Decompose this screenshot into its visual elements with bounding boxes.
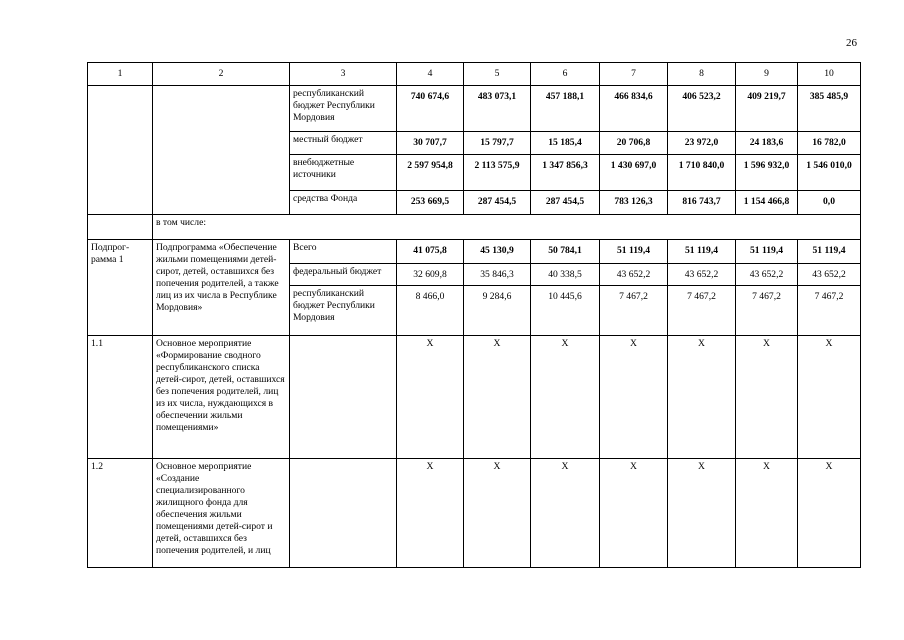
empty-cell [88,86,153,215]
empty-cell [88,215,153,240]
header-cell: 8 [668,63,736,86]
including-row [88,215,861,240]
x-mark: X [600,459,668,568]
x-mark: X [464,459,531,568]
header-cell: 7 [600,63,668,86]
header-cell: 5 [464,63,531,86]
x-mark: X [397,336,464,459]
value-cell: 740 674,6 [397,86,464,132]
value-cell: 1 347 856,3 [531,155,600,191]
value-cell: 483 073,1 [464,86,531,132]
x-mark: X [668,336,736,459]
value-cell: 15 797,7 [464,132,531,155]
x-mark: X [531,336,600,459]
value-cell: 466 834,6 [600,86,668,132]
value-cell: 253 669,5 [397,191,464,215]
x-mark: X [668,459,736,568]
measure-row [88,336,861,459]
value-cell: 15 185,4 [531,132,600,155]
value-cell: 409 219,7 [736,86,798,132]
value-cell: 51 119,4 [668,240,736,264]
measure-code: 1.1 [88,336,153,459]
including-label: в том числе: [153,215,861,240]
funding-source: Всего [290,240,397,264]
value-cell: 24 183,6 [736,132,798,155]
funding-source: местный бюджет [290,132,397,155]
header-cell: 9 [736,63,798,86]
x-mark: X [736,336,798,459]
value-cell: 41 075,8 [397,240,464,264]
value-cell: 7 467,2 [736,286,798,336]
value-cell: 45 130,9 [464,240,531,264]
x-mark: X [798,336,861,459]
value-cell: 816 743,7 [668,191,736,215]
header-cell: 4 [397,63,464,86]
funding-source: федеральный бюджет [290,264,397,286]
value-cell: 0,0 [798,191,861,215]
measure-code: 1.2 [88,459,153,568]
value-cell: 23 972,0 [668,132,736,155]
funding-table [87,62,861,568]
value-cell: 1 710 840,0 [668,155,736,191]
page-number: 26 [846,37,857,49]
funding-source: республиканский бюджет Республики Мордовия [290,86,397,132]
value-cell: 51 119,4 [736,240,798,264]
subprogram-name: Подпрограмма «Обеспечение жильми помещениями детей-сирот, детей, оставшихся без попечения родителей, а также лиц из их числа в Республике Мордовия» [153,240,290,336]
value-cell: 32 609,8 [397,264,464,286]
subprogram-row [88,240,861,264]
funding-source: республиканский бюджет Республики Мордовия [290,286,397,336]
value-cell: 406 523,2 [668,86,736,132]
value-cell: 43 652,2 [668,264,736,286]
value-cell: 385 485,9 [798,86,861,132]
value-cell: 9 284,6 [464,286,531,336]
value-cell: 7 467,2 [600,286,668,336]
empty-cell [153,86,290,215]
x-mark: X [798,459,861,568]
header-cell: 1 [88,63,153,86]
header-cell: 3 [290,63,397,86]
header-cell: 6 [531,63,600,86]
value-cell: 30 707,7 [397,132,464,155]
value-cell: 2 113 575,9 [464,155,531,191]
value-cell: 2 597 954,8 [397,155,464,191]
funding-source: средства Фонда [290,191,397,215]
value-cell: 287 454,5 [531,191,600,215]
measure-name: Основное мероприятие «Создание специализированного жилищного фонда для обеспечения жильми помещениями детей-сирот и детей, оставшихся без попечения родителей, и лиц [153,459,290,568]
value-cell: 8 466,0 [397,286,464,336]
x-mark: X [397,459,464,568]
value-cell: 1 546 010,0 [798,155,861,191]
value-cell: 40 338,5 [531,264,600,286]
value-cell: 7 467,2 [668,286,736,336]
value-cell: 20 706,8 [600,132,668,155]
value-cell: 16 782,0 [798,132,861,155]
subprogram-code: Подпрог-рамма 1 [88,240,153,336]
value-cell: 1 154 466,8 [736,191,798,215]
x-mark: X [600,336,668,459]
empty-cell [290,336,397,459]
x-mark: X [736,459,798,568]
funding-source: внебюджетные источники [290,155,397,191]
table-row [88,86,861,132]
header-cell: 10 [798,63,861,86]
header-row [88,63,861,86]
value-cell: 43 652,2 [736,264,798,286]
measure-name: Основное мероприятие «Формирование сводного республиканского списка детей-сирот, детей, оставшихся без попечения родителей, лиц из их числа, нуждающихся в обеспечении жильми помещениями» [153,336,290,459]
measure-row [88,459,861,568]
value-cell: 35 846,3 [464,264,531,286]
value-cell: 43 652,2 [798,264,861,286]
header-cell: 2 [153,63,290,86]
value-cell: 287 454,5 [464,191,531,215]
value-cell: 51 119,4 [798,240,861,264]
value-cell: 457 188,1 [531,86,600,132]
value-cell: 43 652,2 [600,264,668,286]
value-cell: 1 596 932,0 [736,155,798,191]
value-cell: 7 467,2 [798,286,861,336]
value-cell: 10 445,6 [531,286,600,336]
value-cell: 1 430 697,0 [600,155,668,191]
value-cell: 50 784,1 [531,240,600,264]
empty-cell [290,459,397,568]
x-mark: X [531,459,600,568]
value-cell: 51 119,4 [600,240,668,264]
x-mark: X [464,336,531,459]
value-cell: 783 126,3 [600,191,668,215]
